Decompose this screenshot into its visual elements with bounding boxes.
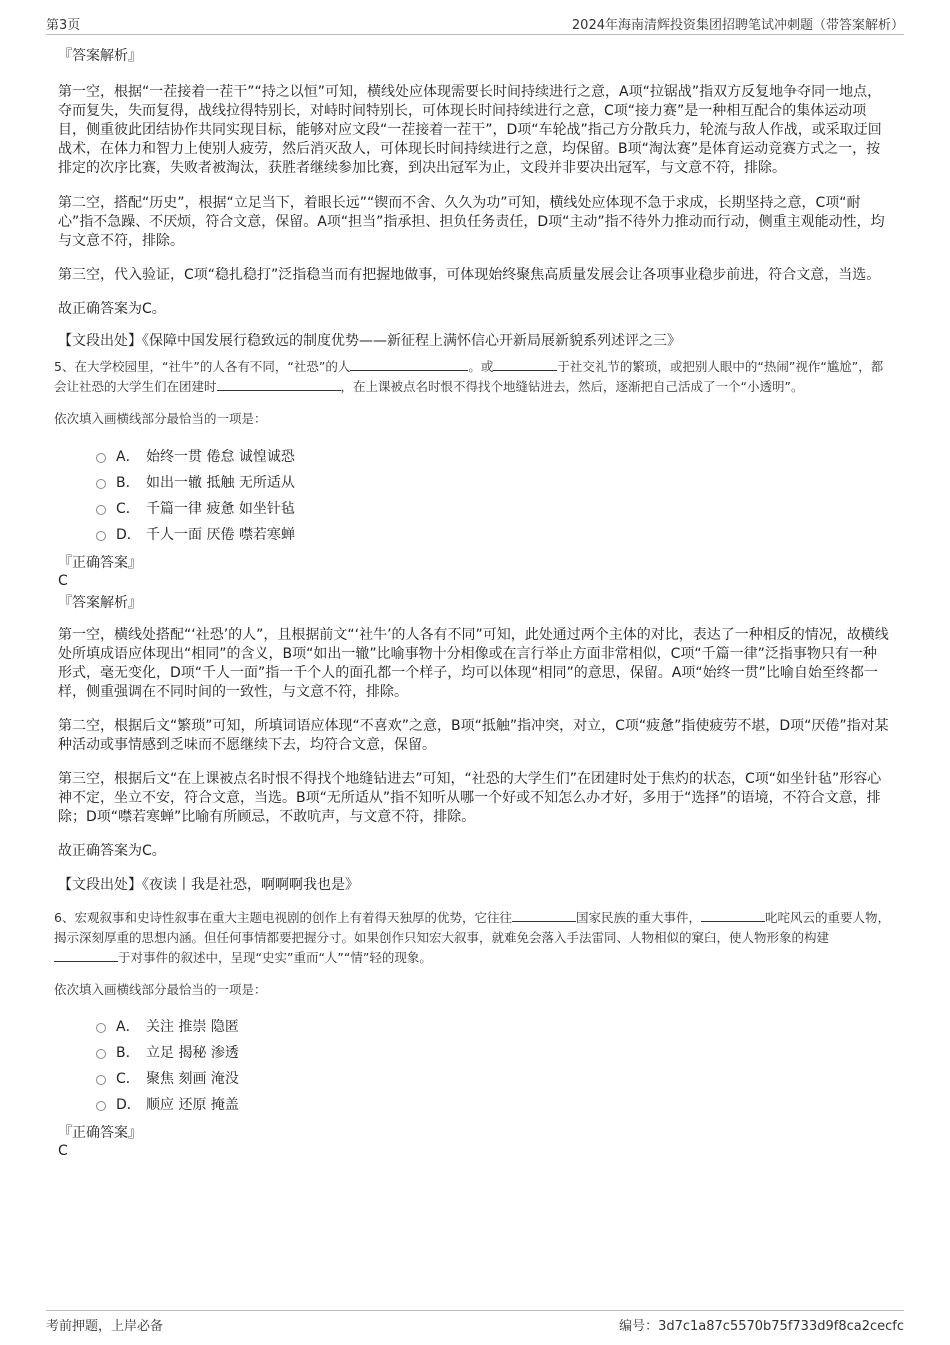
q4-analysis-conclusion: 故正确答案为C。 (58, 301, 166, 317)
q6-option-c[interactable]: C． 聚焦 刻画 淹没 (94, 1066, 890, 1092)
document-id: 编号：3d7c1a87c5570b75f733d9f8ca2cecfc (619, 1319, 904, 1334)
radio-icon[interactable] (96, 1023, 106, 1033)
q5-answer-label: 『正确答案』 (58, 555, 142, 571)
page-content (54, 44, 890, 1160)
q6-prompt: 依次填入画横线部分最恰当的一项是： (54, 982, 267, 997)
blank-3 (54, 949, 118, 962)
q6-stem: 6、宏观叙事和史诗性叙事在重大主题电视剧的创作上有着得天独厚的优势，它往往 国家民族的重大事件， 叱咤风云的重要人物，揭示深刻厚重的思想内涵。但任何事情都要把握分寸。如果创作只知宏大叙事，就难免会落入手法雷同、人物相似的窠臼，使人物形象的构建于对事件的叙述中，呈现“史实”重而“人”“情”轻的现象。 (54, 910, 890, 965)
q5-analysis-p1: 第一空，横线处搭配“‘社恐’的人”，且根据前文“‘社牛’的人各有不同”可知，此处通过两个主体的对比，表达了一种相反的情况，故横线处所填成语应体现出“相同”的含义，B项“如出一辙”比喻事物十分相像或在言行举止方面非常相似，C项“千篇一律”泛指事物只有一种形式，毫无变化，D项“千人一面”指一千个人的面孔都一个样子，均可以体现“相同”的意思，保留。A项“始终一贯”比喻自始至终都一样，侧重强调在不同时间的一致性，与文意不符，排除。 (58, 627, 889, 700)
q5-analysis-conclusion: 故正确答案为C。 (58, 843, 166, 859)
q6-answer: C (58, 1143, 68, 1159)
q5-stem: 5、在大学校园里，“社牛”的人各有不同，“社恐”的人 。或 于社交礼节的繁琐，或把别人眼中的“热闹”视作“尴尬”，都会让社恐的大学生们在团建时 ，在上课被点名时恨不得找个地缝钻进去，然后，逐渐把自己活成了一个“小透明”。 (54, 359, 884, 394)
q4-analysis-p2: 第二空，搭配“历史”，根据“立足当下，着眼长远”“锲而不舍、久久为功”可知，横线处应体现不急于求成，长期坚持之意，C项“耐心”指不急躁、不厌烦，符合文意，保留。A项“担当”指承担、担负任务责任，D项“主动”指不待外力推动而行动，侧重主观能动性，均与文意不符，排除。 (58, 195, 885, 249)
q5-source: 【文段出处】《夜读丨我是社恐，啊啊啊我也是》 (58, 877, 359, 893)
footer-slogan: 考前押题，上岸必备 (46, 1319, 164, 1334)
radio-icon[interactable] (96, 1049, 106, 1059)
q6-answer-label: 『正确答案』 (58, 1125, 142, 1141)
page-header (46, 12, 904, 35)
document-title: 2024年海南清辉投资集团招聘笔试冲刺题（带答案解析） (571, 18, 904, 33)
q5-option-a[interactable]: A． 始终一贯 倦怠 诚惶诚恐 (94, 444, 890, 470)
q4-analysis-p3: 第三空，代入验证，C项“稳扎稳打”泛指稳当而有把握地做事，可体现始终聚焦高质量发展会让各项事业稳步前进，符合文意，当选。 (58, 267, 881, 283)
q4-source: 【文段出处】《保障中国发展行稳致远的制度优势——新征程上满怀信心开新局展新貌系列述评之三》 (58, 333, 681, 349)
blank-2 (701, 909, 765, 922)
q5-answer: C (58, 573, 68, 589)
q5-option-b[interactable]: B． 如出一辙 抵触 无所适从 (94, 470, 890, 496)
q4-analysis-label: 『答案解析』 (58, 48, 142, 64)
radio-icon[interactable] (96, 479, 106, 489)
blank-1 (512, 909, 576, 922)
blank-3 (217, 378, 341, 391)
radio-icon[interactable] (96, 1075, 106, 1085)
blank-2 (493, 358, 557, 371)
q5-option-d[interactable]: D． 千人一面 厌倦 噤若寒蝉 (94, 522, 890, 548)
blank-1 (350, 358, 468, 371)
q6-options (94, 1014, 890, 1118)
q4-analysis-p1: 第一空，根据“一茬接着一茬干”“持之以恒”可知，横线处应体现需要长时间持续进行之意，A项“拉锯战”指双方反复地争夺同一地点，夺而复失，失而复得，战线拉得特别长，对峙时间特别长，可体现长时间持续进行之意，C项“接力赛”是一种相互配合的集体运动项目，侧重彼此团结协作共同实现目标，能够对应文段“一茬接着一茬干”，D项“车轮战”指己方分散兵力，轮流与敌人作战，或采取迂回战术，在体力和智力上使别人疲劳，然后消灭敌人，可体现长时间持续进行之意，均保留。B项“淘汰赛”是体育运动竞赛方式之一，按排定的次序比赛，失败者被淘汰，获胜者继续参加比赛，到决出冠军为止，文段并非要决出冠军，与文意不符，排除。 (58, 84, 882, 176)
q5-analysis-label: 『答案解析』 (58, 595, 142, 611)
q5-option-c[interactable]: C． 千篇一律 疲惫 如坐针毡 (94, 496, 890, 522)
radio-icon[interactable] (96, 453, 106, 463)
q5-analysis-p3: 第三空，根据后文“在上课被点名时恨不得找个地缝钻进去”可知，“社恐的大学生们”在团建时处于焦灼的状态，C项“如坐针毡”形容心神不定，坐立不安，符合文意，当选。B项“无所适从”指不知听从哪一个好或不知怎么办才好，多用于“选择”的语境，不符合文意，排除；D项“噤若寒蝉”比喻有所顾忌，不敢吭声，与文意不符，排除。 (58, 771, 882, 825)
radio-icon[interactable] (96, 531, 106, 541)
q5-analysis-p2: 第二空，根据后文“繁琐”可知，所填词语应体现“不喜欢”之意，B项“抵触”指冲突，对立，C项“疲惫”指使疲劳不堪，D项“厌倦”指对某种活动或事情感到乏味而不愿继续下去，均符合文意，保留。 (58, 718, 889, 753)
radio-icon[interactable] (96, 1101, 106, 1111)
q5-options (94, 444, 890, 548)
page-number: 第3页 (46, 18, 81, 33)
page-footer (46, 1310, 904, 1333)
q5-prompt: 依次填入画横线部分最恰当的一项是： (54, 411, 267, 426)
q6-option-a[interactable]: A． 关注 推崇 隐匿 (94, 1014, 890, 1040)
q6-option-b[interactable]: B． 立足 揭秘 渗透 (94, 1040, 890, 1066)
radio-icon[interactable] (96, 505, 106, 515)
q6-option-d[interactable]: D． 顺应 还原 掩盖 (94, 1092, 890, 1118)
